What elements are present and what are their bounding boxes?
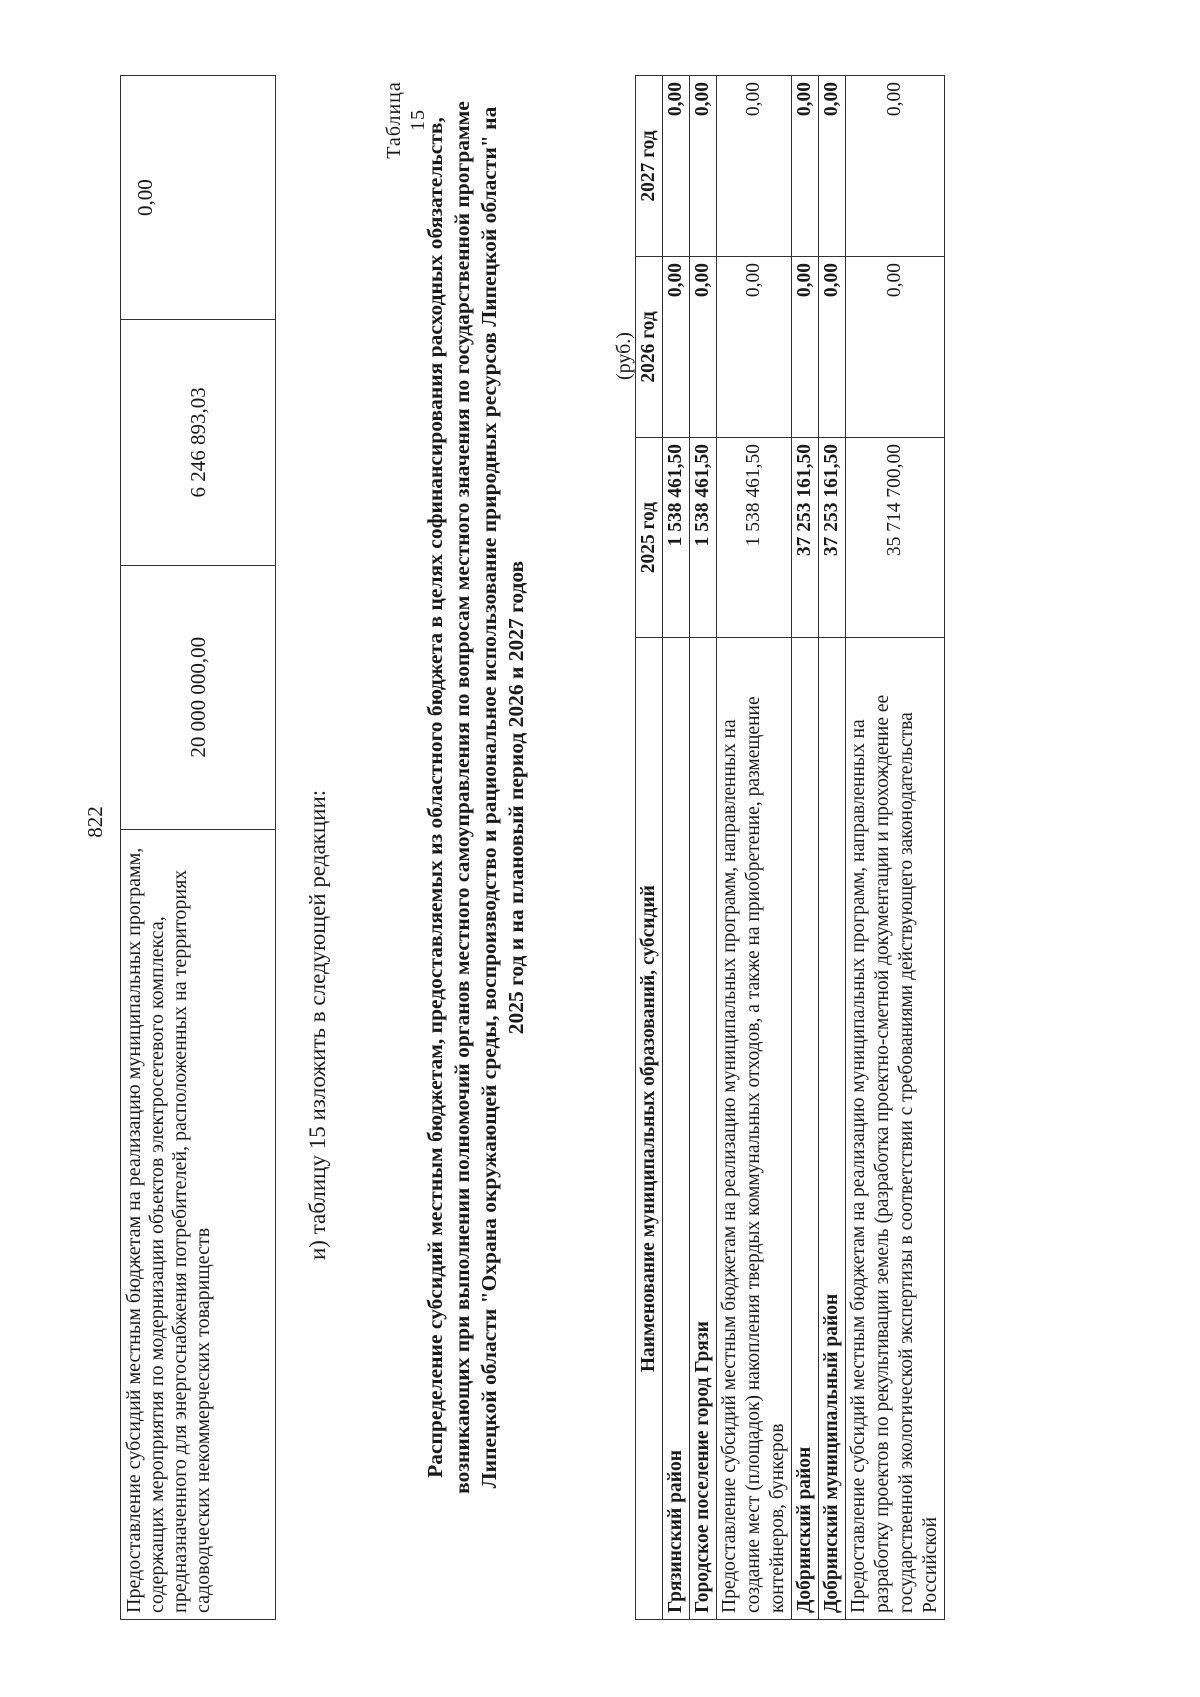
- header-2026: 2026 год: [636, 256, 663, 437]
- continuation-2025: 20 000 000,00: [121, 565, 276, 829]
- table-row: [846, 76, 945, 1620]
- row-name: Предоставление субсидий местным бюджетам на реализацию муниципальных программ, направленных на создание мест (площадок) накопления твердых коммунальных отходов, а также на приобретение, размещение контейнеров, бункеров: [717, 638, 792, 1620]
- row-name: Добринский район: [792, 638, 819, 1620]
- row-2025: 1 538 461,50: [690, 437, 717, 637]
- continuation-2026: 6 246 893,03: [121, 320, 276, 565]
- row-2025: 37 253 161,50: [819, 437, 846, 637]
- row-name: Предоставление субсидий местным бюджетам на реализацию муниципальных программ, направленных на разработку проектов по рекультивации земель (разработка проектно-сметной документации и прохождение ее государственной экологической экспертизы в соответствии с требованиями действующего законодательства Российской: [846, 638, 945, 1620]
- row-2025: 37 253 161,50: [792, 437, 819, 637]
- row-2027: 0,00: [846, 76, 945, 257]
- header-name: Наименование муниципальных образований, субсидий: [636, 638, 663, 1620]
- continuation-table: [120, 75, 276, 1620]
- row-name: Грязинский район: [663, 638, 690, 1620]
- row-2027: 0,00: [690, 76, 717, 257]
- table-row: [663, 76, 690, 1620]
- row-2025: 1 538 461,50: [717, 437, 792, 637]
- continuation-2027: 0,00: [121, 76, 276, 320]
- header-2025: 2025 год: [636, 437, 663, 637]
- table-header-row: [636, 76, 663, 1620]
- row-2026: 0,00: [846, 256, 945, 437]
- row-2027: 0,00: [819, 76, 846, 257]
- row-2026: 0,00: [819, 256, 846, 437]
- header-2027: 2027 год: [636, 76, 663, 257]
- page-number: 822: [83, 806, 107, 838]
- table-label-word: Таблица: [383, 81, 405, 159]
- row-2026: 0,00: [663, 256, 690, 437]
- row-2027: 0,00: [792, 76, 819, 257]
- table-label-number: 15: [407, 109, 429, 131]
- table-row: [690, 76, 717, 1620]
- table-row: [792, 76, 819, 1620]
- row-2027: 0,00: [717, 76, 792, 257]
- table-row: [717, 76, 792, 1620]
- row-2025: 1 538 461,50: [663, 437, 690, 637]
- continuation-row: [121, 76, 276, 1620]
- unit-label: (руб.): [613, 332, 635, 380]
- row-2026: 0,00: [690, 256, 717, 437]
- intro-text: и) таблицу 15 изложить в следующей редакции:: [305, 789, 330, 1260]
- row-2026: 0,00: [792, 256, 819, 437]
- subsidy-table: [635, 75, 945, 1620]
- rotated-page-content: [100, 81, 1080, 1620]
- continuation-description: Предоставление субсидий местным бюджетам на реализацию муниципальных программ, содержащих мероприятия по модернизации объектов электросетевого комплекса, предназначенного для энергоснабжения потребителей, расположенных на территориях садоводческих некоммерческих товариществ: [121, 829, 276, 1619]
- row-2027: 0,00: [663, 76, 690, 257]
- row-2026: 0,00: [717, 256, 792, 437]
- row-2025: 35 714 700,00: [846, 437, 945, 637]
- row-name: Городское поселение город Грязи: [690, 638, 717, 1620]
- table-row: [819, 76, 846, 1620]
- row-name: Добринский муниципальный район: [819, 638, 846, 1620]
- table-heading: Распределение субсидий местным бюджетам, предоставляемых из областного бюджета в целях софинансирования расходных обязательств, возникающих при выполнении полномочий органов местного самоуправления по вопросам местного значения по государственной программе Липецкой области "Охрана окружающей среды, воспроизводство и рациональное использование природных ресурсов Липецкой области" на 2025 год и на плановый период 2026 и 2027 годов: [423, 101, 528, 1494]
